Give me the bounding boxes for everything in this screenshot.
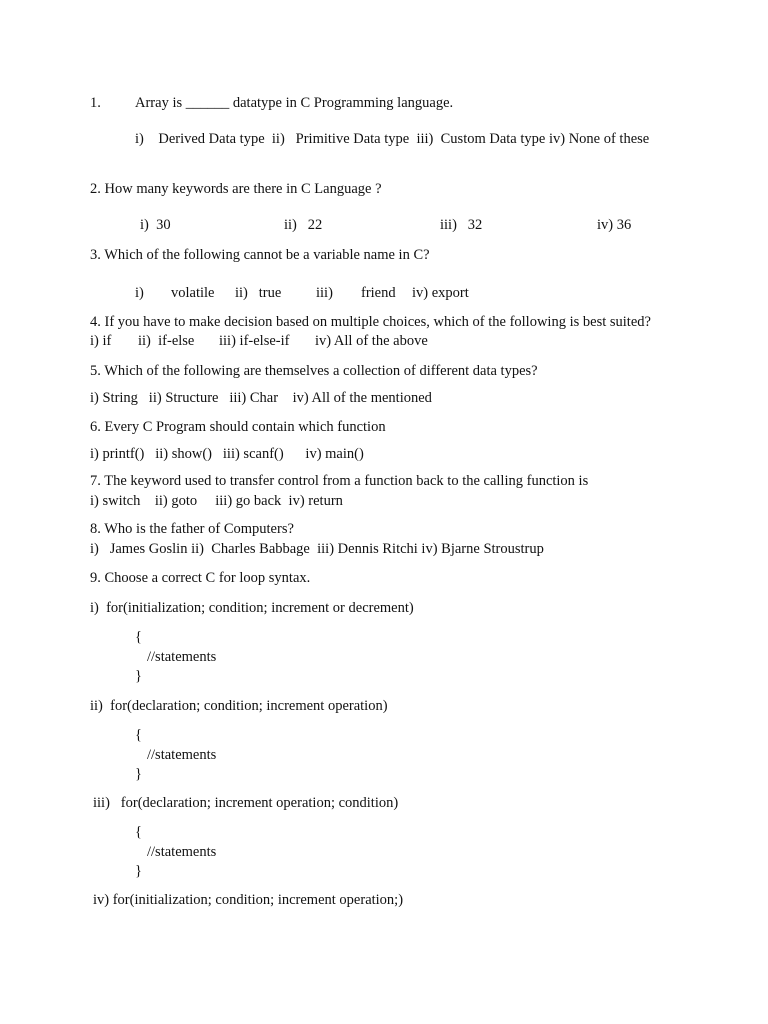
- loop-option-4-header: iv) for(initialization; condition; increment operation;): [93, 892, 404, 908]
- q4-option-4: iv) All of the above: [315, 333, 428, 349]
- q3-option-2: ii) true: [235, 285, 282, 301]
- q3-option-1-marker: i): [135, 285, 144, 301]
- q7-options: i) switch ii) goto iii) go back iv) return: [90, 493, 343, 509]
- loop-option-3-close-brace: }: [135, 863, 142, 879]
- q4-option-2: ii) if-else: [138, 333, 195, 349]
- loop-option-3-open-brace: {: [135, 824, 142, 840]
- q1-options: i) Derived Data type ii) Primitive Data type iii) Custom Data type iv) None of these: [135, 131, 650, 147]
- q1-text: Array is ______ datatype in C Programming language.: [135, 95, 454, 111]
- q4-option-1: i) if: [90, 333, 112, 349]
- loop-option-2-close-brace: }: [135, 766, 142, 782]
- q9-text: 9. Choose a correct C for loop syntax.: [90, 570, 311, 586]
- loop-option-1-body: //statements: [147, 649, 217, 665]
- loop-option-2-open-brace: {: [135, 727, 142, 743]
- loop-option-2-header: ii) for(declaration; condition; increment operation): [90, 698, 388, 714]
- q5-text: 5. Which of the following are themselves a collection of different data types?: [90, 363, 538, 379]
- q5-options: i) String ii) Structure iii) Char iv) All of the mentioned: [90, 390, 432, 406]
- q8-text: 8. Who is the father of Computers?: [90, 521, 294, 537]
- q1-number: 1.: [90, 95, 101, 111]
- loop-option-2-body: //statements: [147, 747, 217, 763]
- loop-option-3-body: //statements: [147, 844, 217, 860]
- q2-option-1: i) 30: [140, 217, 171, 233]
- q6-text: 6. Every C Program should contain which function: [90, 419, 386, 435]
- q4-text: 4. If you have to make decision based on multiple choices, which of the following is best suited?: [90, 314, 651, 330]
- q2-option-4: iv) 36: [597, 217, 632, 233]
- q8-options: i) James Goslin ii) Charles Babbage iii) Dennis Ritchi iv) Bjarne Stroustrup: [90, 541, 544, 557]
- loop-option-1-header: i) for(initialization; condition; increment or decrement): [90, 600, 414, 616]
- q3-option-3-marker: iii): [316, 285, 333, 301]
- loop-option-1-open-brace: {: [135, 629, 142, 645]
- q3-text: 3. Which of the following cannot be a variable name in C?: [90, 247, 430, 263]
- q3-option-1: volatile: [171, 285, 215, 301]
- loop-option-1-close-brace: }: [135, 668, 142, 684]
- q3-option-3: friend: [361, 285, 396, 301]
- q2-option-2: ii) 22: [284, 217, 323, 233]
- q4-option-3: iii) if-else-if: [219, 333, 290, 349]
- loop-option-3-header: iii) for(declaration; increment operation; condition): [93, 795, 399, 811]
- q7-text: 7. The keyword used to transfer control from a function back to the calling function is: [90, 473, 589, 489]
- q6-options: i) printf() ii) show() iii) scanf() iv) main(): [90, 446, 364, 462]
- q2-text: 2. How many keywords are there in C Language ?: [90, 181, 382, 197]
- q3-option-4: iv) export: [412, 285, 469, 301]
- q2-option-3: iii) 32: [440, 217, 483, 233]
